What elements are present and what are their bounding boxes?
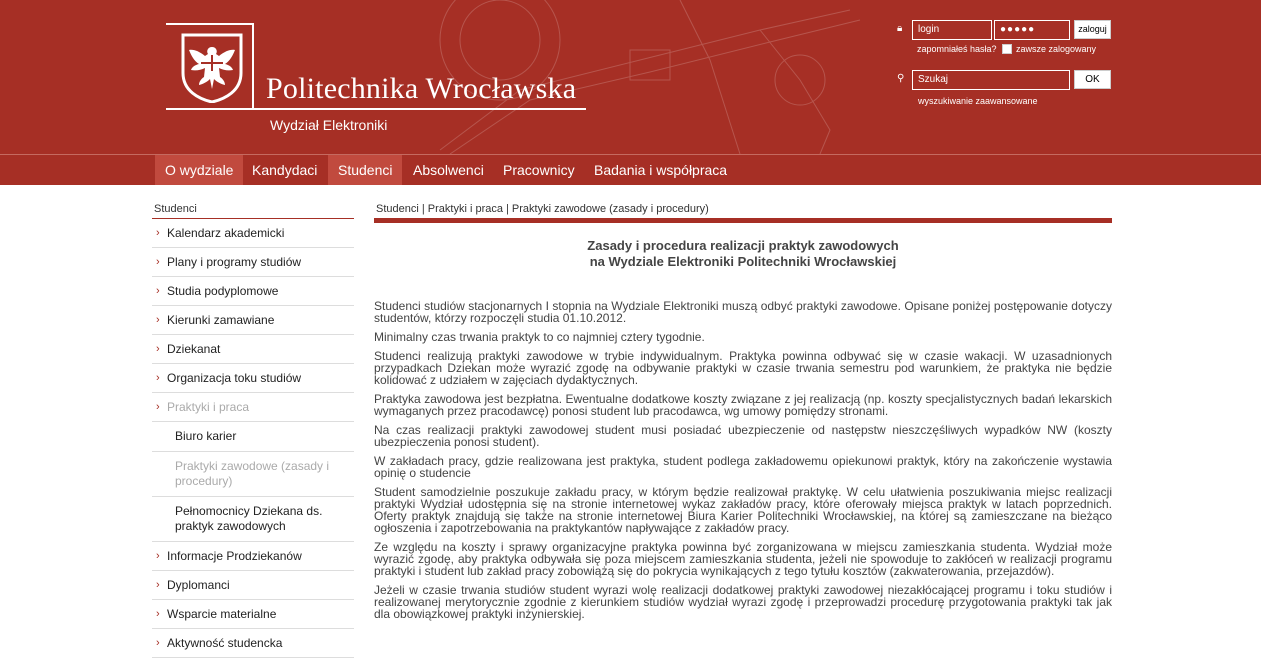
- paragraph: Na czas realizacji praktyki zawodowej student musi posiadać ubezpieczenie od następstw nieszczęśliwych wypadków NW (koszty ubezpieczenia ponosi student).: [374, 423, 1112, 449]
- sidebar-item-label: Plany i programy studiów: [167, 255, 302, 269]
- university-name[interactable]: Politechnika Wrocławska: [266, 72, 577, 105]
- sidebar-item-dyplomanci[interactable]: [152, 571, 354, 600]
- sidebar-item-praktyki[interactable]: [152, 393, 354, 422]
- remember-me-label: zawsze zalogowany: [1016, 44, 1097, 54]
- chevron-right-icon: ›: [156, 579, 160, 591]
- sidebar-item-wsparcie[interactable]: [152, 600, 354, 629]
- sidebar-item-label: Praktyki i praca: [167, 400, 250, 414]
- sidebar-subitem-praktyki-zawodowe[interactable]: Praktyki zawodowe (zasady i procedury): [152, 452, 354, 497]
- sidebar-item-label: Wsparcie materialne: [167, 607, 277, 621]
- sidebar-item-label: Informacje Prodziekanów: [167, 549, 302, 563]
- nav-item-pracownicy[interactable]: Pracownicy: [503, 162, 575, 178]
- sidebar-item-podyplomowe[interactable]: [152, 277, 354, 306]
- forgot-password-link[interactable]: zapomniałeś hasła?: [917, 44, 997, 54]
- page-title: [374, 238, 1112, 270]
- sidebar-subitem-pelnomocnicy[interactable]: Pełnomocnicy Dziekana ds. praktyk zawodowych: [152, 497, 354, 542]
- sidebar-menu: [152, 200, 354, 658]
- search-button[interactable]: OK: [1074, 70, 1111, 89]
- nav-item-badania[interactable]: Badania i współpraca: [594, 162, 728, 178]
- paragraph: Student samodzielnie poszukuje zakładu pracy, w którym będzie realizował praktykę. W celu ułatwienia poszukiwania miejsc realizacji praktyki Wydział udostępnia się na stronie internetowej wykaz zakładów pracy, które oferowały miejsca praktyk w latach poprzednich. Oferty praktyk znajdują się także na stronie internetowej Biura Karier Politechniki Wrocławskiej, na której są zamieszczane na bieżąco ogłoszenia i zapotrzebowania na praktykantów napływające z zakładów pracy.: [374, 485, 1112, 535]
- sidebar-item-plany[interactable]: [152, 248, 354, 277]
- chevron-right-icon: ›: [156, 227, 160, 239]
- paragraph: Studenci realizują praktyki zawodowe w trybie indywidualnym. Praktyka powinna odbywać się w czasie wakacji. W uzasadnionych przypadkach Dziekan może wyrazić zgodę na odbywanie praktyki w czasie trwania semestru pod warunkiem, że praktyka nie będzie kolidować z udziałem w zajęciach dydaktycznych.: [374, 349, 1112, 387]
- page-title-line-2: na Wydziale Elektroniki Politechniki Wrocławskiej: [589, 254, 897, 269]
- sidebar-item-aktywnosc[interactable]: [152, 629, 354, 658]
- paragraph: W zakładach pracy, gdzie realizowana jest praktyka, student podlega zakładowemu opiekunowi praktyk, który na zakończenie wystawia opinię o studencie: [374, 454, 1112, 480]
- sidebar-item-kalendarz[interactable]: [152, 219, 354, 248]
- main-navigation: [0, 154, 1261, 185]
- paragraph: Jeżeli w czasie trwania studiów student wyrazi wolę realizacji dodatkowej praktyki zawodowej niezakłócającej programu i toku studiów i realizowanej merytorycznie zgodnie z kierunkiem studiów wydział wyrazi zgodę i przeprowadzi procedurę przygotowania praktyki tak jak dla obowiązkowej praktyki inżynierskiej.: [374, 583, 1112, 621]
- sidebar-heading: Studenci: [152, 200, 354, 219]
- paragraph: Minimalny czas trwania praktyk to co najmniej cztery tygodnie.: [374, 330, 705, 344]
- faculty-name[interactable]: Wydział Elektroniki: [270, 117, 388, 133]
- chevron-right-icon: ›: [156, 637, 160, 649]
- sidebar-item-label: Dziekanat: [167, 342, 221, 356]
- paragraph: Praktyka zawodowa jest bezpłatna. Ewentualne dodatkowe koszty związane z jej realizacją (np. koszty specjalistycznych badań lekarskich wymaganych przez pracodawcę) ponosi student lub pracodawca, wg umowy pomiędzy stronami.: [374, 392, 1112, 418]
- chevron-right-icon: ›: [156, 343, 160, 355]
- page-title-line-1: Zasady i procedura realizacji praktyk zawodowych: [587, 238, 899, 253]
- nav-item-o-wydziale[interactable]: O wydziale: [155, 155, 243, 185]
- article-body: [374, 300, 1112, 620]
- nav-item-studenci[interactable]: Studenci: [328, 155, 402, 185]
- search-input[interactable]: Szukaj: [912, 70, 1070, 90]
- chevron-right-icon: ›: [156, 372, 160, 384]
- nav-item-absolwenci[interactable]: Absolwenci: [413, 162, 484, 178]
- password-input[interactable]: ●●●●●: [994, 20, 1070, 40]
- main-content: [374, 200, 1112, 627]
- site-header: [0, 0, 1261, 154]
- chevron-right-icon: ›: [156, 550, 160, 562]
- remember-me-checkbox[interactable]: [1002, 44, 1012, 54]
- sidebar-item-label: Kierunki zamawiane: [167, 313, 275, 327]
- sidebar-item-kierunki[interactable]: [152, 306, 354, 335]
- sidebar-item-label: Aktywność studencka: [167, 636, 283, 650]
- chevron-right-icon: ›: [156, 314, 160, 326]
- sidebar-item-organizacja[interactable]: [152, 364, 354, 393]
- chevron-right-icon: ›: [156, 608, 160, 620]
- login-button[interactable]: zaloguj: [1074, 20, 1111, 39]
- sidebar-item-prodziekani[interactable]: [152, 542, 354, 571]
- logo-underline: [166, 108, 586, 110]
- sidebar-subitem-biuro-karier[interactable]: Biuro karier: [152, 422, 354, 452]
- nav-item-kandydaci[interactable]: Kandydaci: [252, 162, 318, 178]
- sidebar-item-label: Organizacja toku studiów: [167, 371, 302, 385]
- search-icon: ⚲: [897, 73, 905, 84]
- lock-icon: 🔒︎: [897, 23, 903, 34]
- sidebar-item-label: Kalendarz akademicki: [167, 226, 285, 240]
- login-input[interactable]: login: [912, 20, 992, 40]
- sidebar-item-label: Dyplomanci: [167, 578, 230, 592]
- sidebar-item-label: Studia podyplomowe: [167, 284, 279, 298]
- paragraph: Studenci studiów stacjonarnych I stopnia na Wydziale Elektroniki muszą odbyć praktyki zawodowe. Opisane poniżej postępowanie dotyczy studentów, którzy rozpoczęli studia 01.10.2012.: [374, 299, 1112, 325]
- paragraph: Ze względu na koszty i sprawy organizacyjne praktyka powinna być zorganizowana w miejscu zamieszkania studenta. Wydział może wyrazić zgodę, aby praktyka odbywała się poza miejscem zamieszkania studenta, jeżeli nie spowoduje to zakłóceń w realizacji programu praktyki i student lub zakład pracy zobowiążą się do pokrycia wynikających z tego tytułu kosztów (zakwaterowania, przejazdów).: [374, 540, 1112, 578]
- chevron-right-icon: ›: [156, 401, 160, 413]
- sidebar-item-dziekanat[interactable]: [152, 335, 354, 364]
- chevron-right-icon: ›: [156, 256, 160, 268]
- eagle-logo-icon[interactable]: [181, 33, 243, 103]
- chevron-right-icon: ›: [156, 285, 160, 297]
- advanced-search-link[interactable]: wyszukiwanie zaawansowane: [918, 96, 1038, 106]
- breadcrumb[interactable]: Studenci | Praktyki i praca | Praktyki zawodowe (zasady i procedury): [374, 200, 1112, 223]
